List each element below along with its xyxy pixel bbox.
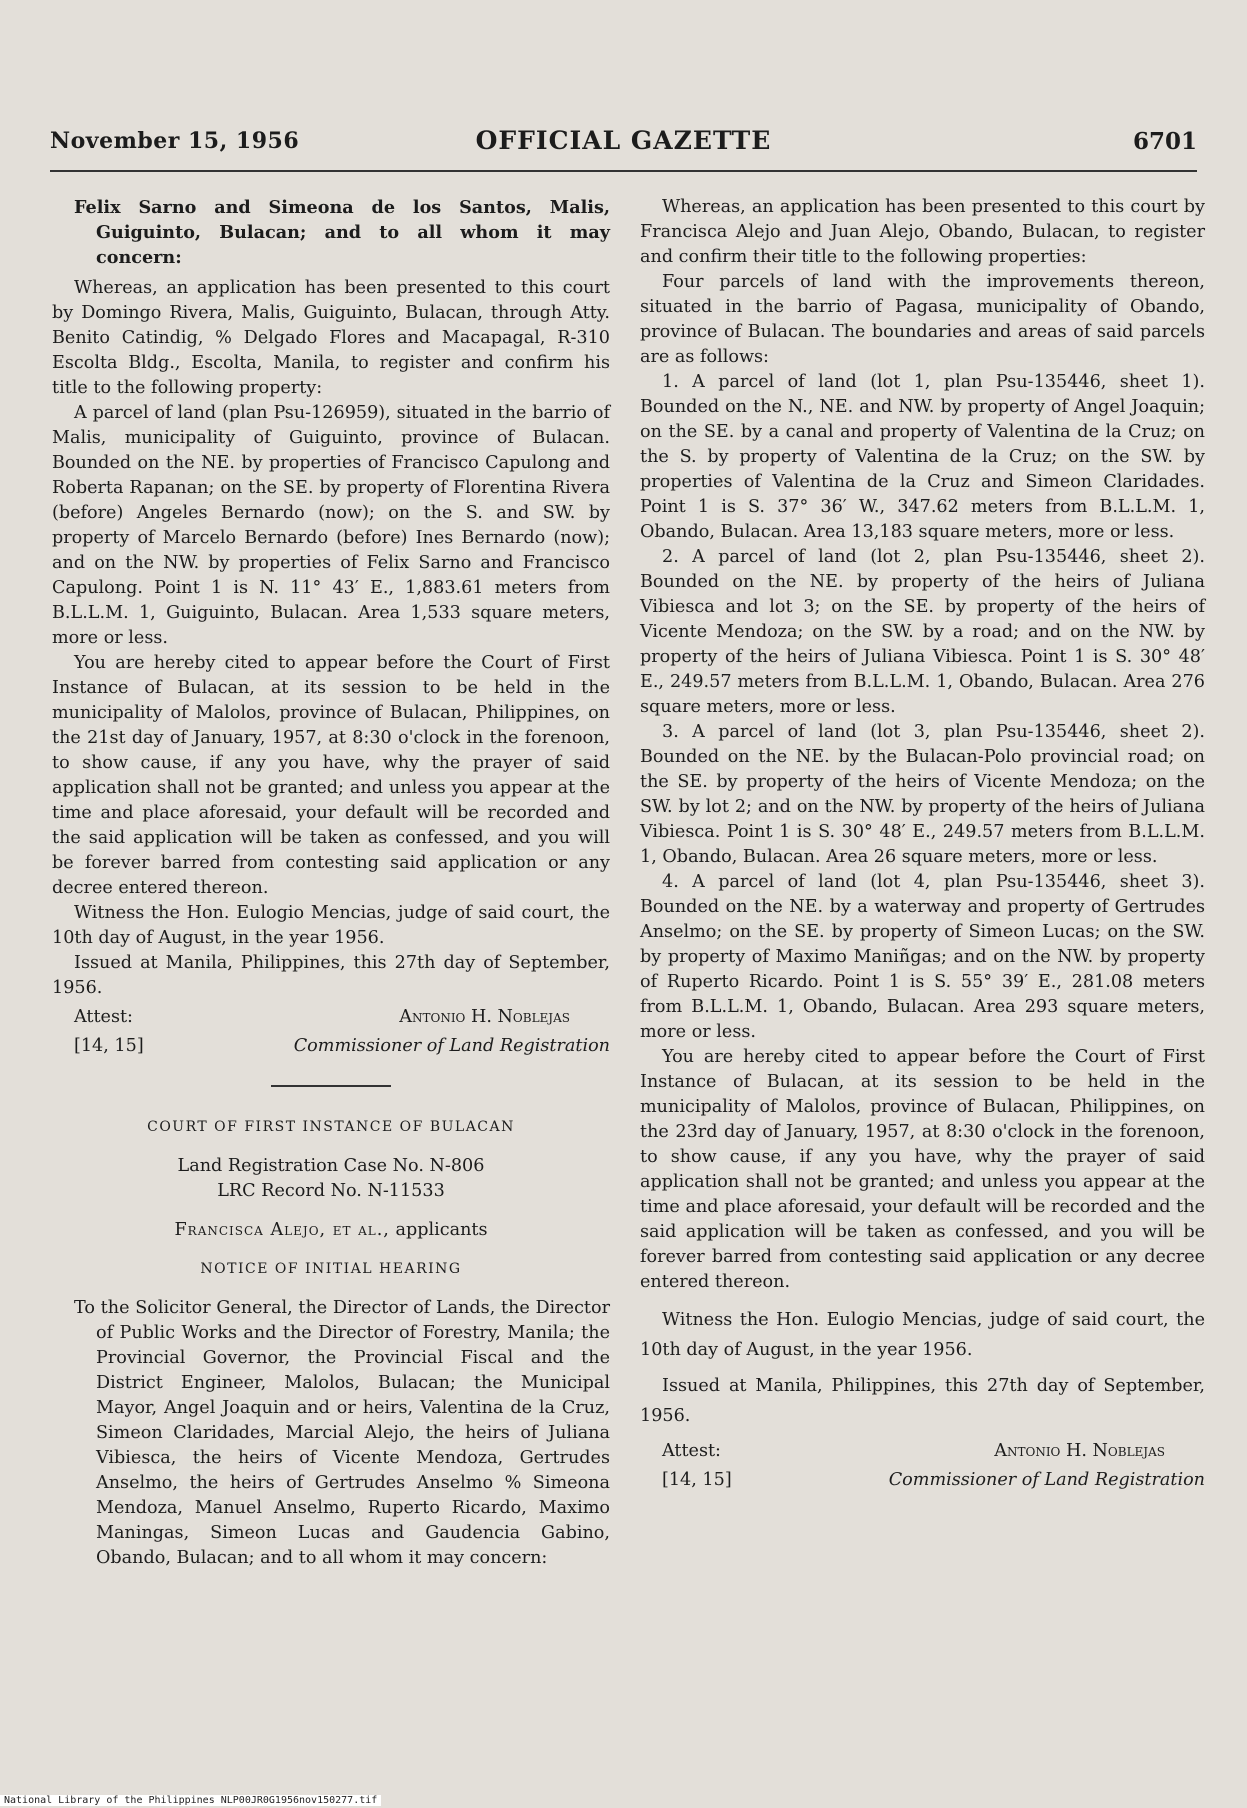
left-whereas: Whereas, an application has been presented to this court by Domingo Rivera, Malis, Guiguinto, Bulacan, through Atty. Benito Catindig, % Delgado Flores and Macapagal, R-310 Escolta Bldg., Escolta, Manila, to register and confirm his title to the following property: — [52, 278, 610, 398]
left-column — [52, 195, 610, 1571]
right-signer: Antonio H. Noblejas — [994, 1441, 1165, 1461]
right-whereas: Whereas, an application has been presented to this court by Francisca Alejo and Juan Alejo, Obando, Bulacan, to register and confirm their title to the following properties: — [640, 197, 1205, 267]
lot-3: 3. A parcel of land (lot 3, plan Psu-135446, sheet 2). Bounded on the NE. by the Bulacan-Polo provincial road; on the SE. by property of the heirs of Vicente Mendoza; on the SW. by lot 2; and on the NW. by property of the heirs of Juliana Vibiesca. Point 1 is S. 30° 48′ E., 249.57 meters from B.L.L.M. 1, Obando, Bulacan. Area 26 square meters, more or less. — [640, 722, 1205, 867]
left-signature-line-2 — [52, 1034, 610, 1059]
right-dates: [14, 15] — [662, 1470, 732, 1490]
right-issued: Issued at Manila, Philippines, this 27th day of September, 1956. — [640, 1376, 1205, 1426]
notice-heading: NOTICE OF INITIAL HEARING — [200, 1261, 462, 1277]
court-heading: COURT OF FIRST INSTANCE OF BULACAN — [147, 1119, 515, 1135]
right-column — [640, 195, 1205, 1493]
lot-2: 2. A parcel of land (lot 2, plan Psu-135446, sheet 2). Bounded on the NE. by property of the heirs of Juliana Vibiesca and lot 3; on the SE. by property of the heirs of Vicente Mendoza; on the SW. by a road; and on the NW. by property of the heirs of Juliana Vibiesca. Point 1 is S. 30° 48′ E., 249.57 meters from B.L.L.M. 1, Obando, Bulacan. Area 276 square meters, more or less. — [640, 547, 1205, 717]
applicants-name: Francisca Alejo, et al., — [174, 1220, 390, 1240]
scan-footer: National Library of the Philippines NLP00JR0G1956nov150277.tif — [0, 1795, 381, 1806]
page-number: 6701 — [1132, 128, 1197, 155]
left-witness: Witness the Hon. Eulogio Mencias, judge of said court, the 10th day of August, in the year 1956. — [52, 903, 610, 948]
right-citation: You are hereby cited to appear before the Court of First Instance of Bulacan, at its session to be held in the municipality of Malolos, province of Bulacan, Philippines, on the 23rd day of January, 1957, at 8:30 o'clock in the forenoon, to show cause, if any you have, why the prayer of said application shall not be granted; and unless you appear at the time and place aforesaid, your default will be recorded and the said application will be taken as confessed, and you will be forever barred from contesting said application or any decree entered thereon. — [640, 1047, 1205, 1292]
right-role: Commissioner of Land Registration — [888, 1470, 1205, 1490]
left-intro: Felix Sarno and Simeona de los Santos, Malis, Guiguinto, Bulacan; and to all whom it may concern: — [74, 197, 610, 268]
right-signature-line-1 — [640, 1439, 1205, 1464]
lot-4: 4. A parcel of land (lot 4, plan Psu-135446, sheet 3). Bounded on the NE. by a waterway and property of Gertrudes Anselmo; on the SE. by property of Simeon Lucas; on the SW. by property of Maximo Maniñgas; and on the NW. by property of Ruperto Ricardo. Point 1 is S. 55° 39′ E., 281.08 meters from B.L.L.M. 1, Obando, Bulacan. Area 293 square meters, more or less. — [640, 872, 1205, 1042]
left-signature-line-1 — [52, 1005, 610, 1030]
header-title: OFFICIAL GAZETTE — [475, 126, 772, 155]
record-number: LRC Record No. N-11533 — [217, 1181, 445, 1201]
case-number: Land Registration Case No. N-806 — [177, 1156, 485, 1176]
left-parcel: A parcel of land (plan Psu-126959), situated in the barrio of Malis, municipality of Guiguinto, province of Bulacan. Bounded on the NE. by properties of Francisco Capulong and Roberta Rapanan; on the SE. by property of Florentina Rivera (before) Angeles Bernardo (now); on the S. and SW. by property of Marcelo Bernardo (before) Ines Bernardo (now); and on the NW. by properties of Felix Sarno and Francisco Capulong. Point 1 is N. 11° 43′ E., 1,883.61 meters from B.L.L.M. 1, Guiguinto, Bulacan. Area 1,533 square meters, more or less. — [52, 403, 610, 648]
left-role: Commissioner of Land Registration — [293, 1036, 610, 1056]
left-attest: Attest: — [74, 1007, 133, 1027]
lot-1: 1. A parcel of land (lot 1, plan Psu-135446, sheet 1). Bounded on the N., NE. and NW. by property of Angel Joaquin; on the SE. by a canal and property of Valentina de la Cruz; on the S. by property of Valentina de la Cruz; on the SW. by properties of Valentina de la Cruz and Simeon Claridades. Point 1 is S. 37° 36′ W., 347.62 meters from B.L.L.M. 1, Obando, Bulacan. Area 13,183 square meters, more or less. — [640, 372, 1205, 542]
right-witness: Witness the Hon. Eulogio Mencias, judge of said court, the 10th day of August, in the year 1956. — [640, 1310, 1205, 1360]
right-attest: Attest: — [662, 1441, 721, 1461]
applicants-word: applicants — [395, 1220, 488, 1240]
left-dates: [14, 15] — [74, 1036, 144, 1056]
right-parcels-intro: Four parcels of land with the improvements thereon, situated in the barrio of Pagasa, municipality of Obando, province of Bulacan. The boundaries and areas of said parcels are as follows: — [640, 272, 1205, 367]
page-header — [50, 128, 1197, 172]
left-signer: Antonio H. Noblejas — [399, 1007, 570, 1027]
section-divider — [271, 1085, 391, 1087]
header-date: November 15, 1956 — [50, 128, 300, 154]
left-citation: You are hereby cited to appear before the Court of First Instance of Bulacan, at its session to be held in the municipality of Malolos, province of Bulacan, Philippines, on the 21st day of January, 1957, at 8:30 o'clock in the forenoon, to show cause, if any you have, why the prayer of said application shall not be granted; and unless you appear at the time and place aforesaid, your default will be recorded and the said application will be taken as confessed, and you will be forever barred from contesting said application or any decree entered thereon. — [52, 653, 610, 898]
right-signature-line-2 — [640, 1468, 1205, 1493]
applicants-line — [52, 1218, 610, 1243]
addressees: To the Solicitor General, the Director of Lands, the Director of Public Works and the Director of Forestry, Manila; the Provincial Governor, the Provincial Fiscal and the District Engineer, Malolos, Bulacan; the Municipal Mayor, Angel Joaquin and or heirs, Valentina de la Cruz, Simeon Claridades, Marcial Alejo, the heirs of Juliana Vibiesca, the heirs of Vicente Mendoza, Gertrudes Anselmo, the heirs of Gertrudes Anselmo % Simeona Mendoza, Manuel Anselmo, Ruperto Ricardo, Maximo Maningas, Simeon Lucas and Gaudencia Gabino, Obando, Bulacan; and to all whom it may concern: — [74, 1298, 610, 1568]
left-issued: Issued at Manila, Philippines, this 27th day of September, 1956. — [52, 953, 610, 998]
